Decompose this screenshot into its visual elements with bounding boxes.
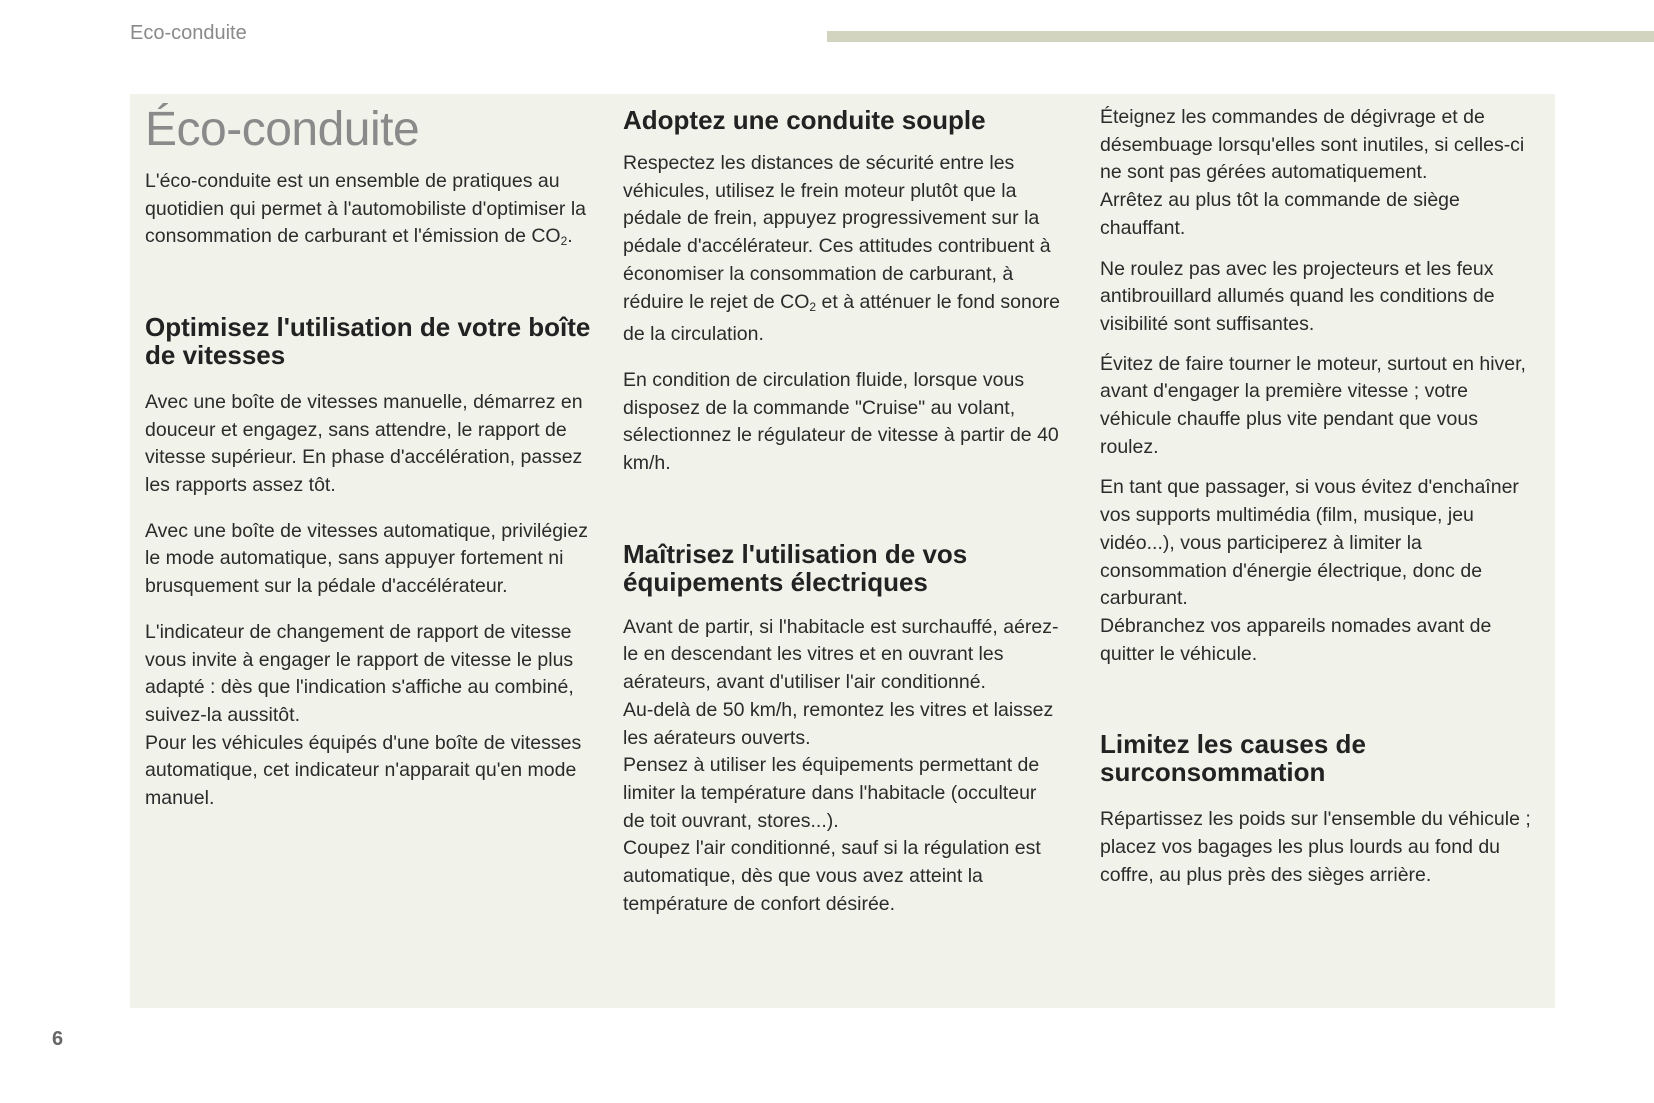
page-number: 6: [52, 1028, 64, 1050]
paragraph-heated-seat: Arrêtez au plus tôt la commande de siège chauffant.: [1100, 189, 1460, 239]
heading-electrical-equipment: Maîtrisez l'utilisation de vos équipements électriques: [623, 538, 968, 597]
paragraph-headlights: Ne roulez pas avec les projecteurs et les feux antibrouillard allumés quand les conditions de visibilité sont suffisantes.: [1100, 257, 1495, 335]
paragraph-cruise: En condition de circulation fluide, lorsque vous disposez de la commande "Cruise" au volant, sélectionnez le régulateur de vitesse à partir de 40 km/h.: [623, 368, 1059, 475]
heading-gearbox: Optimisez l'utilisation de votre boîte de vitesses: [145, 311, 591, 370]
paragraph-nomad-devices: Débranchez vos appareils nomades avant de quitter le véhicule.: [1100, 614, 1492, 665]
heading-overconsumption: Limitez les causes de surconsommation: [1100, 729, 1366, 788]
column-1: [145, 94, 593, 813]
paragraph-weight-distribution: Répartissez les poids sur l'ensemble du véhicule ; placez vos bagages les plus lourds au fond du coffre, au plus près des sièges arrière.: [1100, 808, 1531, 886]
column-3: [1100, 94, 1540, 889]
paragraph-air-conditioning: Coupez l'air conditionné, sauf si la régulation est automatique, dès que vous avez atteint la température de confort désirée.: [623, 837, 1041, 915]
page-title: Éco-conduite: [145, 103, 420, 156]
running-header: Eco-conduite: [130, 22, 247, 44]
paragraph-multimedia: En tant que passager, si vous évitez d'enchaîner vos supports multimédia (film, musique, jeu vidéo...), vous participerez à limiter la consommation d'énergie électrique, donc de carburant.: [1100, 476, 1519, 610]
paragraph-defrost: Éteignez les commandes de dégivrage et de désembuage lorsqu'elles sont inutiles, si celles-ci ne sont pas gérées automatiquement.: [1100, 106, 1525, 184]
paragraph-ventilation: Avant de partir, si l'habitacle est surchauffé, aérez-le en descendant les vitres et en ouvrant les aérateurs, avant d'utiliser l'air conditionné.: [623, 615, 1059, 694]
header-bar: [827, 31, 1654, 42]
paragraph-shift-indicator: L'indicateur de changement de rapport de vitesse vous invite à engager le rapport de vitesse le plus adapté : dès que l'indication s'affiche au combiné, suivez-la aussitôt.: [145, 620, 574, 726]
column-2: [623, 94, 1063, 918]
heading-smooth-driving: Adoptez une conduite souple: [623, 105, 986, 135]
paragraph-windows: Au-delà de 50 km/h, remontez les vitres et laissez les aérateurs ouverts.: [623, 698, 1054, 749]
paragraph-engine-idle: Évitez de faire tourner le moteur, surtout en hiver, avant d'engager la première vitesse ; votre véhicule chauffe plus vite pendant que vous roulez.: [1100, 352, 1526, 458]
paragraph-sun-blinds: Pensez à utiliser les équipements permettant de limiter la température dans l'habitacle (occulteur de toit ouvrant, stores...).: [623, 754, 1040, 832]
paragraph-manual-gearbox: Avec une boîte de vitesses manuelle, démarrez en douceur et engagez, sans attendre, le rapport de vitesse supérieur. En phase d'accélération, passez les rapports assez tôt.: [145, 390, 583, 497]
content-panel: [130, 94, 1555, 1008]
paragraph-automatic-gearbox: Avec une boîte de vitesses automatique, privilégiez le mode automatique, sans appuyer fortement ni brusquement sur la pédale d'accélérateur.: [145, 519, 588, 598]
paragraph-safety-distances: Respectez les distances de sécurité entre les véhicules, utilisez le frein moteur plutôt que la pédale de frein, appuyez progressivement sur la pédale d'accélérateur. Ces attitudes contribuent à économiser la consommation de carburant, à réduire le rejet de $CO_2$ et à atténuer le fond sonore de la circulation.: [623, 152, 1061, 346]
intro-paragraph: L'éco-conduite est un ensemble de pratiques au quotidien qui permet à l'automobiliste d'optimiser la consommation de carburant et l'émission de $CO_2$.: [145, 169, 587, 249]
paragraph-shift-indicator-auto: Pour les véhicules équipés d'une boîte de vitesses automatique, cet indicateur n'apparait qu'en mode manuel.: [145, 731, 582, 810]
